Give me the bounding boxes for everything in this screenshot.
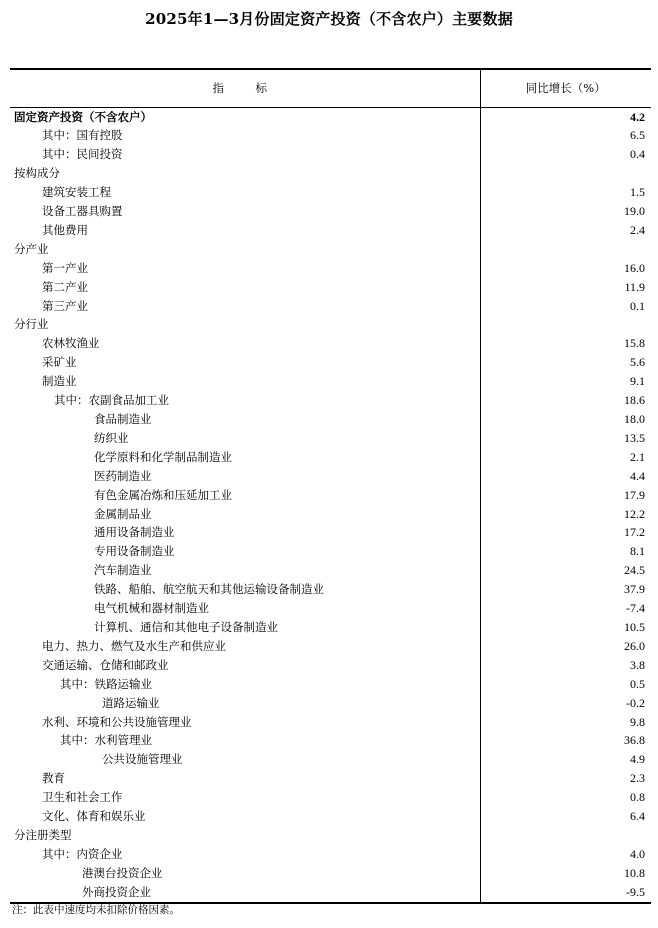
table-row	[10, 675, 651, 694]
table-row	[10, 883, 651, 903]
table-header-row	[10, 69, 651, 107]
table-row	[10, 656, 651, 675]
row-value: 17.9	[624, 487, 645, 502]
row-value: 6.5	[630, 128, 645, 143]
table-row	[10, 580, 651, 599]
page-title: 2025年1—3月份固定资产投资（不含农户）主要数据	[145, 10, 513, 28]
table-row	[10, 410, 651, 429]
row-label: 第二产业	[10, 278, 480, 297]
table-row	[10, 750, 651, 769]
row-label: 有色金属冶炼和压延加工业	[10, 486, 480, 505]
row-label: 汽车制造业	[10, 561, 480, 580]
row-value: 18.6	[624, 393, 645, 408]
table-row	[10, 221, 651, 240]
row-label: 道路运输业	[10, 694, 480, 713]
row-value: 17.2	[624, 525, 645, 540]
row-value: 24.5	[624, 563, 645, 578]
table-row	[10, 240, 651, 259]
row-value: 11.9	[624, 279, 645, 294]
table-row	[10, 315, 651, 334]
row-label: 设备工器具购置	[10, 202, 480, 221]
table-row	[10, 278, 651, 297]
row-value: 3.8	[630, 657, 645, 672]
table-row	[10, 637, 651, 656]
row-label: 其中：民间投资	[10, 145, 480, 164]
row-value: 0.8	[630, 790, 645, 805]
row-label: 第三产业	[10, 297, 480, 316]
row-value	[480, 240, 651, 259]
row-label: 按构成分	[10, 164, 480, 183]
table-row	[10, 297, 651, 316]
row-value: 19.0	[624, 204, 645, 219]
row-value: 16.0	[624, 260, 645, 275]
table-row	[10, 788, 651, 807]
table-row	[10, 769, 651, 788]
row-label: 第一产业	[10, 259, 480, 278]
table-row	[10, 713, 651, 732]
row-label: 水利、环境和公共设施管理业	[10, 713, 480, 732]
row-value: 4.4	[630, 468, 645, 483]
row-label: 专用设备制造业	[10, 542, 480, 561]
row-value: 26.0	[624, 638, 645, 653]
table-body	[10, 107, 651, 903]
row-label: 计算机、通信和其他电子设备制造业	[10, 618, 480, 637]
table-row	[10, 694, 651, 713]
table-row	[10, 599, 651, 618]
row-value: -0.2	[626, 695, 645, 710]
row-label: 分注册类型	[10, 826, 480, 845]
row-value: -9.5	[480, 883, 651, 903]
data-table	[10, 68, 651, 904]
table-row	[10, 561, 651, 580]
row-value: 0.4	[630, 147, 645, 162]
row-value: 4.0	[630, 846, 645, 861]
row-value: 12.2	[624, 506, 645, 521]
table-row	[10, 145, 651, 164]
table-row	[10, 542, 651, 561]
row-value: 36.8	[624, 733, 645, 748]
table-row	[10, 864, 651, 883]
table-row	[10, 353, 651, 372]
row-label: 分行业	[10, 315, 480, 334]
row-value	[480, 164, 651, 183]
row-label: 通用设备制造业	[10, 523, 480, 542]
row-label: 制造业	[10, 372, 480, 391]
row-value: 2.1	[630, 449, 645, 464]
row-label: 采矿业	[10, 353, 480, 372]
row-label: 卫生和社会工作	[10, 788, 480, 807]
row-label: 其中：内资企业	[10, 845, 480, 864]
row-value: 2.4	[630, 222, 645, 237]
row-value: 5.6	[630, 355, 645, 370]
table-row	[10, 618, 651, 637]
row-value: 18.0	[624, 412, 645, 426]
table-row	[10, 523, 651, 542]
row-label: 铁路、船舶、航空航天和其他运输设备制造业	[10, 580, 480, 599]
table-row	[10, 391, 651, 410]
row-label: 建筑安装工程	[10, 183, 480, 202]
table-row	[10, 164, 651, 183]
row-value: 10.5	[624, 619, 645, 634]
row-value: 4.2	[630, 109, 645, 124]
row-label: 其他费用	[10, 221, 480, 240]
table-row	[10, 259, 651, 278]
table-row	[10, 505, 651, 524]
row-value: 0.5	[630, 676, 645, 691]
table-row	[10, 845, 651, 864]
row-label: 纺织业	[10, 429, 480, 448]
row-value: 9.8	[630, 714, 645, 729]
row-label: 其中：铁路运输业	[10, 675, 480, 694]
header-indicator: 指 标	[10, 69, 480, 107]
row-label: 分产业	[10, 240, 480, 259]
row-value: 13.5	[624, 430, 645, 445]
row-label: 化学原料和化学制品制造业	[10, 448, 480, 467]
row-label: 教育	[10, 769, 480, 788]
row-label: 食品制造业	[10, 410, 480, 429]
footnote: 注：此表中速度均未扣除价格因素。	[12, 904, 180, 916]
row-label: 固定资产投资（不含农户）	[10, 107, 480, 126]
table-row	[10, 826, 651, 845]
table-row	[10, 202, 651, 221]
row-label: 金属制品业	[10, 505, 480, 524]
table-row	[10, 372, 651, 391]
table-row	[10, 107, 651, 126]
row-label: 交通运输、仓储和邮政业	[10, 656, 480, 675]
row-value	[480, 826, 651, 845]
row-label: 医药制造业	[10, 467, 480, 486]
table-row	[10, 486, 651, 505]
row-value: 8.1	[630, 544, 645, 559]
row-value: 0.1	[630, 298, 645, 313]
table-row	[10, 807, 651, 826]
row-label: 公共设施管理业	[10, 750, 480, 769]
row-value: 4.9	[630, 752, 645, 767]
row-value: -7.4	[626, 601, 645, 616]
row-value: 10.8	[624, 865, 645, 880]
row-label: 其中：农副食品加工业	[10, 391, 480, 410]
row-value: 15.8	[624, 336, 645, 351]
row-label: 文化、体育和娱乐业	[10, 807, 480, 826]
row-value: 37.9	[624, 582, 645, 597]
row-label: 其中：国有控股	[10, 126, 480, 145]
table-row	[10, 126, 651, 145]
table-row	[10, 334, 651, 353]
row-label: 港澳台投资企业	[10, 864, 480, 883]
row-value: 1.5	[630, 185, 645, 200]
table-row	[10, 429, 651, 448]
row-label: 农林牧渔业	[10, 334, 480, 353]
row-value	[480, 315, 651, 334]
row-value: 9.1	[630, 374, 645, 389]
table-row	[10, 731, 651, 750]
row-label: 电力、热力、燃气及水生产和供应业	[10, 637, 480, 656]
row-value: 2.3	[630, 771, 645, 786]
row-label: 外商投资企业	[10, 883, 480, 903]
row-label: 其中：水利管理业	[10, 731, 480, 750]
row-label: 电气机械和器材制造业	[10, 599, 480, 618]
header-growth: 同比增长（%）	[480, 69, 651, 107]
table-row	[10, 467, 651, 486]
table-row	[10, 448, 651, 467]
row-value: 6.4	[630, 809, 645, 824]
table-row	[10, 183, 651, 202]
